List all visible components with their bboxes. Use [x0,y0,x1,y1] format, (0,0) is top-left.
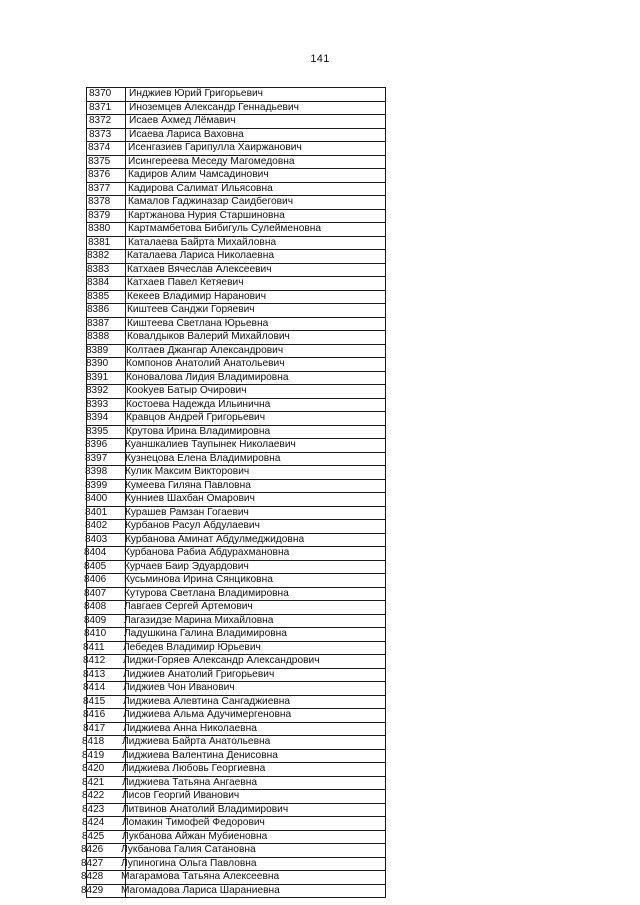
table-row [80,817,379,831]
row-number: 8370 [87,88,126,102]
person-name: Лиджи-Горяев Александр Александрович [120,655,380,669]
person-name: Картмамбетова Бибигуль Сулейменовна [125,223,385,237]
row-number: 8425 [80,830,119,844]
person-name: Каталаева Лариса Николаевна [124,250,384,264]
person-name: Исаев Ахмед Лёмавич [126,115,386,129]
person-name: Кулик Максим Викторович [122,466,382,480]
row-number: 8417 [81,722,120,736]
table-row [84,425,383,439]
row-number: 8383 [85,263,124,277]
row-number: 8423 [80,803,119,817]
table-row [87,115,386,129]
table-row [83,439,382,453]
row-number: 8395 [84,425,123,439]
person-name: Кекеев Владимир Наранович [124,290,384,304]
row-number: 8418 [80,736,119,750]
row-number: 8394 [84,412,123,426]
row-number: 8415 [81,695,120,709]
person-name: Коновалова Лидия Владимировна [123,371,383,385]
person-name: Лиджиева Байрта Анатольевна [119,736,379,750]
table-row [81,641,380,655]
row-number: 8407 [82,587,121,601]
person-name: Лиджиева Алевтина Сангаджиевна [120,695,380,709]
table-row [83,493,382,507]
person-name: Лиджиев Анатолий Григорьевич [120,668,380,682]
table-row [83,520,382,534]
person-name: Лагазидзе Марина Михайловна [121,614,381,628]
person-name: Лавгаев Сергей Артемович [121,601,381,615]
row-number: 8382 [85,250,124,264]
row-number: 8409 [82,614,121,628]
table-row [85,250,384,264]
person-name: Картжанова Нурия Старшиновна [125,209,385,223]
person-name: Магарамова Татьяна Алексеевна [118,871,378,885]
row-number: 8380 [86,223,125,237]
table-row [81,722,380,736]
table-row [81,709,380,723]
table-row [79,844,378,858]
row-number: 8428 [79,871,118,885]
row-number: 8405 [82,560,121,574]
table-row [80,776,379,790]
table-row [83,506,382,520]
person-name: Курашев Рамзан Гогаевич [122,506,382,520]
row-number: 8419 [80,749,119,763]
table-row [80,749,379,763]
table-row [85,317,384,331]
row-number: 8389 [84,344,123,358]
row-number: 8424 [80,817,119,831]
person-name: Лиджиева Альма Адучимергеновна [120,709,380,723]
table-row [86,196,385,210]
table-row [85,277,384,291]
row-number: 8412 [81,655,120,669]
person-name: Кусьминова Ирина Сянциковна [121,574,381,588]
row-number: 8401 [83,506,122,520]
row-number: 8386 [85,304,124,318]
row-number: 8381 [86,236,125,250]
row-number: 8410 [82,628,121,642]
person-name: Кадирова Салимат Ильясовна [125,182,385,196]
table-row [84,358,383,372]
row-number: 8399 [83,479,122,493]
person-name: Исингереева Меседу Магомедовна [125,155,385,169]
table-row [84,344,383,358]
table-row [81,682,380,696]
table-row [84,398,383,412]
person-name: Лиджиева Татьяна Ангаевна [119,776,379,790]
person-name: Кутурова Светлана Владимировна [121,587,381,601]
person-name: Магомадова Лариса Шараниевна [118,884,378,898]
person-name: Курбанов Расул Абдулаевич [122,520,382,534]
person-name: Кадиров Алим Чамсадинович [125,169,385,183]
person-name: Лупиногина Ольга Павловна [118,857,378,871]
table-row [80,736,379,750]
table-row [82,587,381,601]
table-row [80,763,379,777]
person-name: Камалов Гаджиназар Саидбегович [125,196,385,210]
table-row [81,695,380,709]
table-row [82,560,381,574]
row-number: 8416 [81,709,120,723]
person-name: Куаншкалиев Таупынек Николаевич [122,439,382,453]
row-number: 8378 [86,196,125,210]
row-number: 8388 [85,331,124,345]
person-name: Курбанова Аминат Абдулмеджидовна [122,533,382,547]
person-name: Лиджиева Валентина Денисовна [119,749,379,763]
table-row [87,101,386,115]
person-name: Исаева Лариса Ваховна [126,128,386,142]
person-name: Киштеев Санджи Горяевич [124,304,384,318]
row-number: 8400 [83,493,122,507]
row-number: 8392 [84,385,123,399]
row-number: 8420 [80,763,119,777]
table-row [86,209,385,223]
row-number: 8397 [83,452,122,466]
table-row [82,547,381,561]
person-name: Лиджиев Чон Иванович [120,682,380,696]
table-row [81,655,380,669]
table-row [79,871,378,885]
row-number: 8376 [86,169,125,183]
row-number: 8413 [81,668,120,682]
person-name: Кookуев Батыр Очирович [123,385,383,399]
table-row [80,830,379,844]
person-name: Лисов Георгий Иванович [119,790,379,804]
person-name: Иноземцев Александр Геннадьевич [126,101,386,115]
row-number: 8390 [84,358,123,372]
row-number: 8426 [79,844,118,858]
row-number: 8398 [83,466,122,480]
table-row [79,884,378,898]
person-name: Катхаев Вячеслав Алексеевич [124,263,384,277]
row-number: 8374 [86,142,125,156]
row-number: 8396 [83,439,122,453]
row-number: 8377 [86,182,125,196]
table-row [83,533,382,547]
names-table-body [81,88,386,898]
table-row [86,223,385,237]
person-name: Инджиев Юрий Григорьевич [126,88,386,102]
table-row [86,182,385,196]
row-number: 8371 [87,101,126,115]
person-name: Кунниев Шахбан Омарович [122,493,382,507]
row-number: 8422 [80,790,119,804]
table-row [84,412,383,426]
row-number: 8421 [80,776,119,790]
table-row [85,263,384,277]
table-row [81,668,380,682]
row-number: 8429 [79,884,118,898]
row-number: 8402 [83,520,122,534]
table-row [85,304,384,318]
person-name: Костоева Надежда Ильинична [123,398,383,412]
table-row [85,290,384,304]
person-name: Кравцов Андрей Григорьевич [123,412,383,426]
person-name: Лиджиева Любовь Георгиевна [119,763,379,777]
row-number: 8375 [86,155,125,169]
person-name: Лукбанова Галия Сатановна [118,844,378,858]
row-number: 8373 [87,128,126,142]
table-row [83,479,382,493]
table-row [82,574,381,588]
row-number: 8387 [85,317,124,331]
person-name: Киштеева Светлана Юрьевна [124,317,384,331]
table-row [80,790,379,804]
row-number: 8379 [86,209,125,223]
person-name: Кузнецова Елена Владимировна [122,452,382,466]
row-number: 8385 [85,290,124,304]
table-row [83,466,382,480]
person-name: Колтаев Джангар Александрович [123,344,383,358]
table-row [84,385,383,399]
row-number: 8408 [82,601,121,615]
table-row [87,128,386,142]
row-number: 8372 [87,115,126,129]
person-name: Лиджиева Анна Николаевна [120,722,380,736]
person-name: Каталаева Байрта Михайловна [125,236,385,250]
table-row [80,803,379,817]
person-name: Курчаев Баир Эдуардович [121,560,381,574]
row-number: 8393 [84,398,123,412]
person-name: Лукбанова Айжан Мубиеновна [119,830,379,844]
table-row [79,857,378,871]
row-number: 8403 [83,533,122,547]
table-row [83,452,382,466]
table-row [87,88,386,102]
person-name: Кумеева Гиляна Павловна [122,479,382,493]
row-number: 8427 [79,857,118,871]
person-name: Катхаев Павел Кетяевич [124,277,384,291]
person-name: Исенгазиев Гарипулла Хаиржанович [125,142,385,156]
table-row [86,142,385,156]
person-name: Ковалдыков Валерий Михайлович [124,331,384,345]
row-number: 8404 [82,547,121,561]
person-name: Ладушкина Галина Владимировна [121,628,381,642]
names-table [81,87,386,898]
person-name: Ломакин Тимофей Федорович [119,817,379,831]
row-number: 8391 [84,371,123,385]
row-number: 8414 [81,682,120,696]
table-row [82,614,381,628]
row-number: 8406 [82,574,121,588]
person-name: Курбанова Рабиа Абдурахмановна [121,547,381,561]
table-row [86,155,385,169]
table-row [82,601,381,615]
person-name: Компонов Анатолий Анатольевич [123,358,383,372]
table-row [85,331,384,345]
row-number: 8384 [85,277,124,291]
person-name: Литвинов Анатолий Владимирович [119,803,379,817]
table-row [86,169,385,183]
page-number: 141 [310,53,330,65]
table-row [82,628,381,642]
row-number: 8411 [81,641,120,655]
person-name: Крутова Ирина Владимировна [123,425,383,439]
table-row [84,371,383,385]
table-row [86,236,385,250]
person-name: Лебедев Владимир Юрьевич [120,641,380,655]
